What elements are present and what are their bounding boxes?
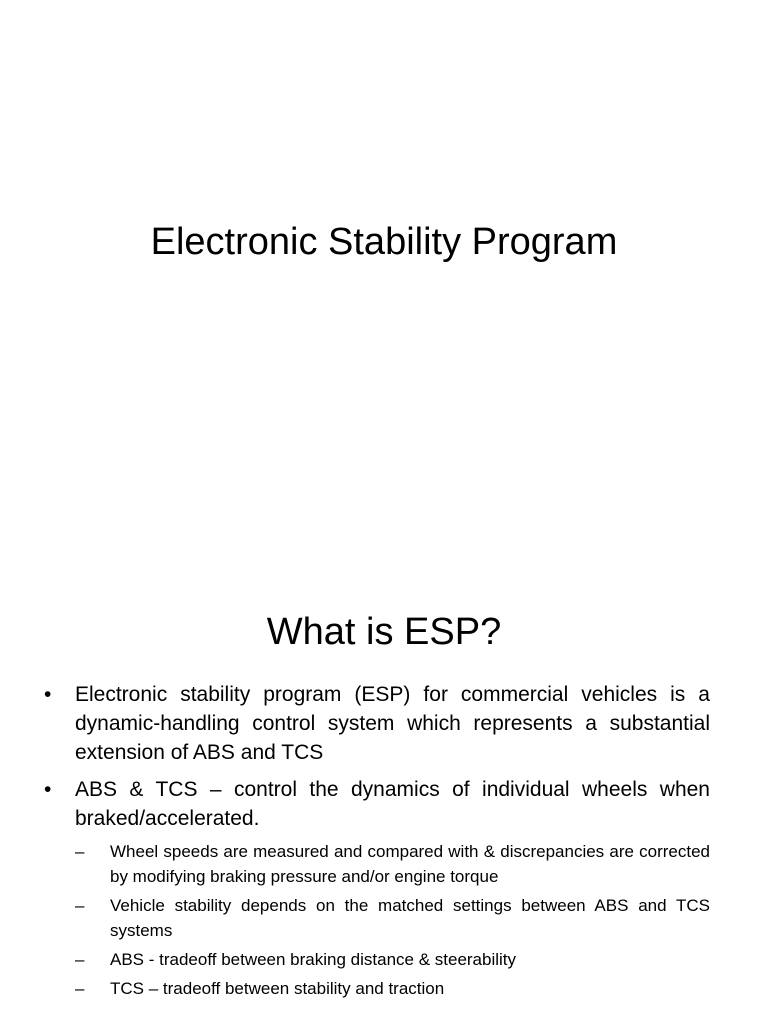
- sub-bullet-item: [75, 976, 710, 1001]
- bullet-list: [40, 680, 710, 1009]
- content-slide: [0, 576, 768, 1024]
- bullet-icon: •: [44, 683, 52, 706]
- slide-title: What is ESP?: [266, 611, 502, 653]
- sub-bullet-text: TCS – tradeoff between stability and traction: [110, 979, 445, 998]
- sub-bullet-text: Vehicle stability depends on the matched settings between ABS and TCS systems: [110, 896, 710, 940]
- bullet-text: Electronic stability program (ESP) for commercial vehicles is a dynamic-handling control system which represents a substantial extension of ABS and TCS: [75, 683, 710, 764]
- dash-icon: –: [75, 979, 85, 998]
- presentation-title: Electronic Stability Program: [150, 221, 618, 263]
- dash-icon: –: [75, 842, 85, 861]
- sub-bullet-item: [75, 947, 710, 972]
- dash-icon: –: [75, 950, 85, 969]
- sub-bullet-item: [75, 839, 710, 889]
- bullet-item: [40, 680, 710, 767]
- sub-bullet-text: Wheel speeds are measured and compared with & discrepancies are corrected by modifying braking pressure and/or engine torque: [110, 842, 710, 886]
- bullet-item: [40, 775, 710, 1001]
- bullet-icon: •: [44, 778, 52, 801]
- sub-bullet-text: ABS - tradeoff between braking distance & steerability: [110, 950, 517, 969]
- sub-bullet-item: [75, 893, 710, 943]
- sub-bullet-list: [75, 839, 710, 1001]
- bullet-text: ABS & TCS – control the dynamics of individual wheels when braked/accelerated.: [75, 778, 710, 830]
- dash-icon: –: [75, 896, 85, 915]
